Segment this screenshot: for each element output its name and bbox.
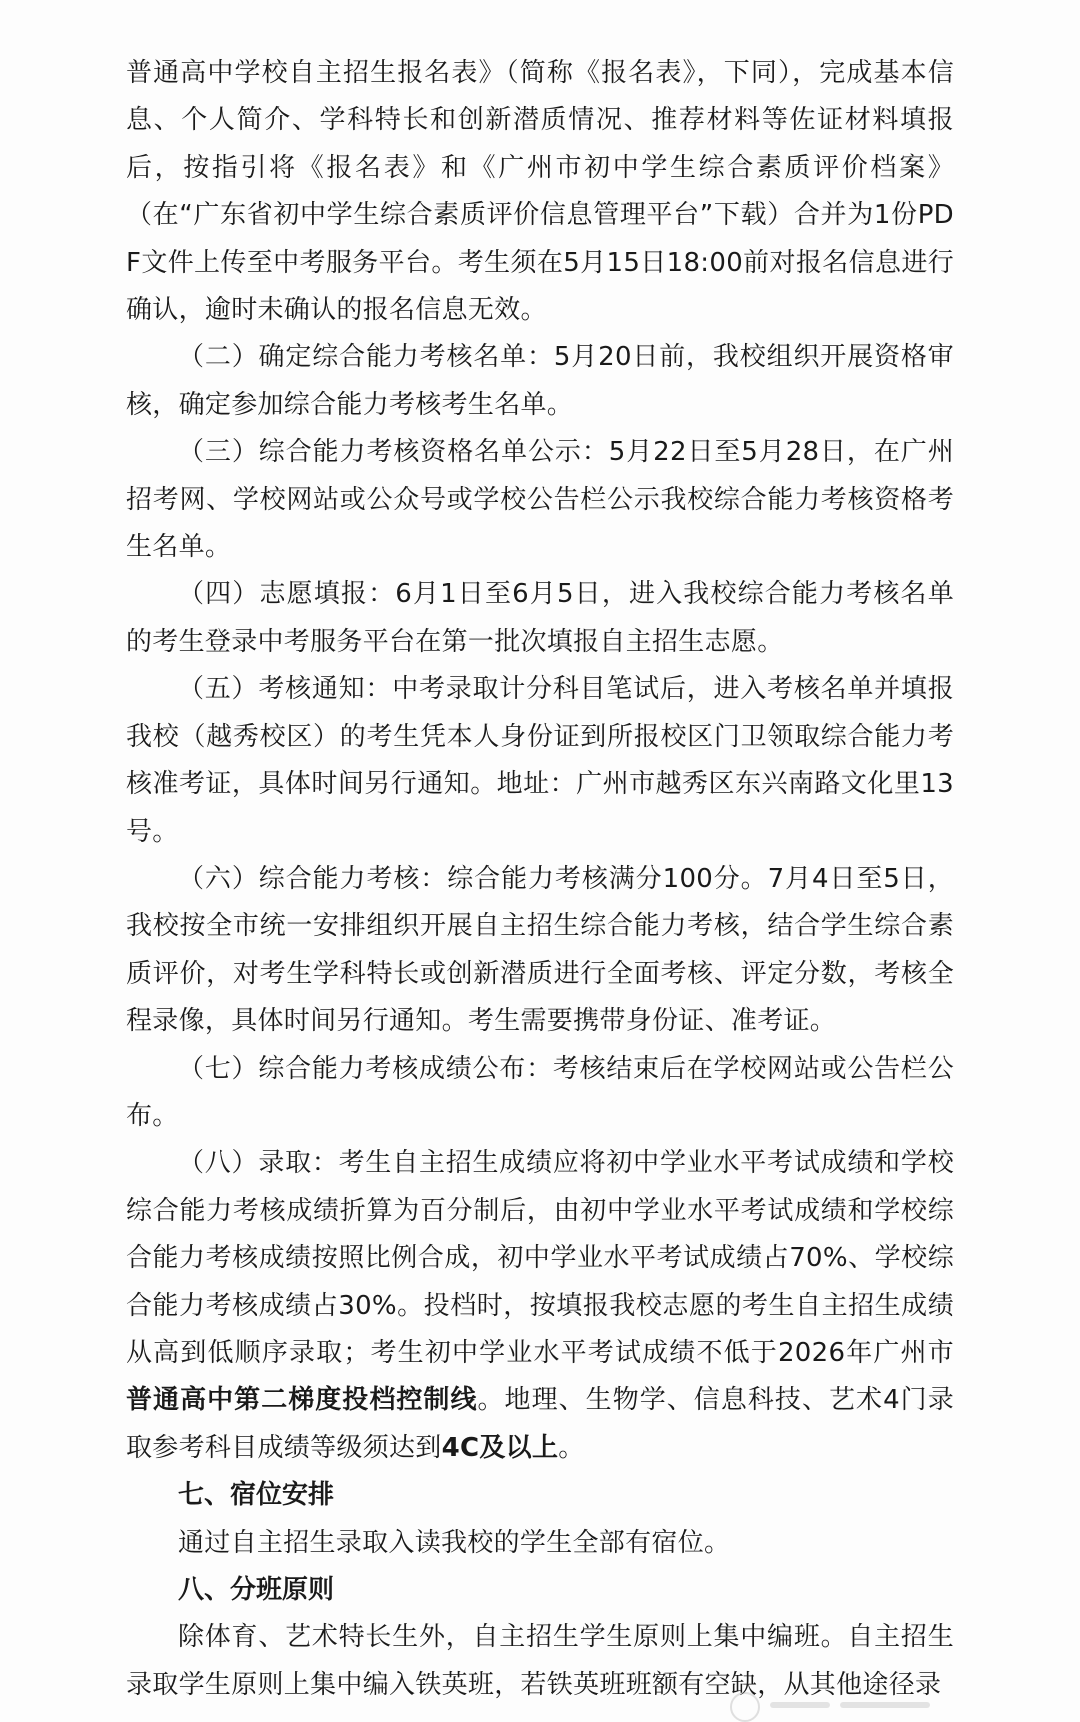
admission-text-part-2: 。地理、生物学、信息科技、艺术4门录取参考科目成绩等级须达到 xyxy=(126,1385,954,1463)
paragraph-step-6: （六）综合能力考核：综合能力考核满分100分。7月4日至5日，我校按全市统一安排组织开展自主招生综合能力考核，结合学生综合素质评价，对考生学科特长或创新潜质进行全面考核、评定分数，考核全程录像，具体时间另行通知。考生需要携带身份证、准考证。 xyxy=(126,863,954,1037)
admission-bold-control-line: 普通高中第二梯度投档控制线 xyxy=(126,1385,478,1416)
section-heading-dormitory: 七、宿位安排 xyxy=(178,1480,335,1511)
paragraph-step-4: （四）志愿填报：6月1日至6月5日，进入我校综合能力考核名单的考生登录中考服务平台在第一批次填报自主招生志愿。 xyxy=(126,579,954,657)
paragraph-step-3: （三）综合能力考核资格名单公示：5月22日至5月28日，在广州招考网、学校网站或公众号或学校公告栏公示我校综合能力考核资格考生名单。 xyxy=(126,437,954,563)
paragraph-class-division: 除体育、艺术特长生外，自主招生学生原则上集中编班。自主招生录取学生原则上集中编入铁英班，若铁英班班额有空缺，从其他途径录 xyxy=(126,1622,954,1700)
watermark-bar xyxy=(840,1702,930,1708)
paragraph-step-5: （五）考核通知：中考录取计分科目笔试后，进入考核名单并填报我校（越秀校区）的考生凭本人身份证到所报校区门卫领取综合能力考核准考证，具体时间另行通知。地址：广州市越秀区东兴南路文化里13号。 xyxy=(126,674,954,847)
paragraph-step-7: （七）综合能力考核成绩公布：考核结束后在学校网站或公告栏公布。 xyxy=(126,1053,954,1131)
section-heading-class-division: 八、分班原则 xyxy=(178,1575,335,1605)
watermark-circle-icon xyxy=(730,1692,760,1722)
paragraph-dormitory: 通过自主招生录取入读我校的学生全部有宿位。 xyxy=(178,1527,731,1558)
admission-bold-grade: 4C及以上 xyxy=(441,1432,559,1463)
paragraph-registration-form: 普通高中学校自主招生报名表》（简称《报名表》，下同），完成基本信息、个人简介、学科特长和创新潜质情况、推荐材料等佐证材料填报后，按指引将《报名表》和《广州市初中学生综合素质评价档案》（在“广东省初中学生综合素质评价信息管理平台”下载）合并为1份PDF文件上传至中考服务平台。考生须在5月15日18:00前对报名信息进行确认，逾时未确认的报名信息无效。 xyxy=(126,58,954,326)
watermark-bar xyxy=(770,1702,830,1708)
paragraph-step-2: （二）确定综合能力考核名单：5月20日前，我校组织开展资格审核，确定参加综合能力考核考生名单。 xyxy=(126,342,954,420)
paragraph-step-8-admission xyxy=(126,1140,954,1472)
admission-text-part-1: （八）录取：考生自主招生成绩应将初中学业水平考试成绩和学校综合能力考核成绩折算为百分制后，由初中学业水平考试成绩和学校综合能力考核成绩按照比例合成，初中学业水平考试成绩占70%、学校综合能力考核成绩占30%。投档时，按填报我校志愿的考生自主招生成绩从高到低顺序录取；考生初中学业水平考试成绩不低于2026年广州市 xyxy=(126,1148,954,1368)
admission-text-part-3: 。 xyxy=(558,1432,585,1463)
watermark-logo xyxy=(730,1690,960,1722)
document-body xyxy=(126,50,954,1709)
